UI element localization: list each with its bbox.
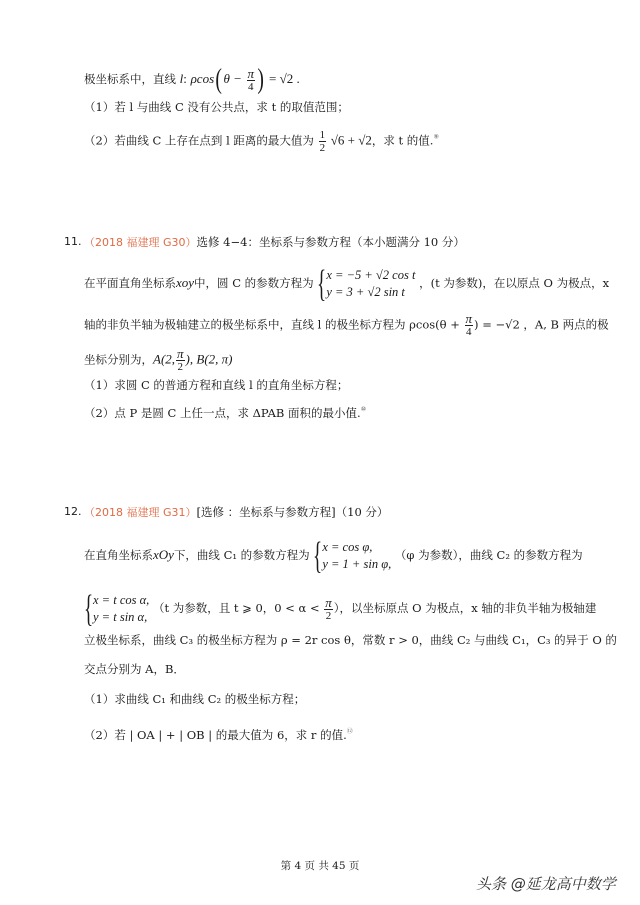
left-brace: {	[317, 263, 327, 305]
polar-line-statement	[84, 66, 300, 94]
equation-y: y = t sin α,	[93, 610, 148, 624]
frac-num: π	[247, 65, 255, 81]
problem-12-question-1: （1）求曲线 C₁ 和曲线 C₂ 的极坐标方程；	[84, 692, 306, 706]
text: ) = −√2 ，A, B 两点的极	[474, 317, 609, 332]
problem-source: （2018 福建理 G30）	[84, 236, 197, 249]
math-l: l	[179, 71, 184, 86]
text: 轴的非负半轴为极轴建立的极坐标系中，直线 l 的极坐标方程为 ρcos(θ +	[84, 317, 460, 332]
problem-11-line-2	[84, 313, 609, 338]
footnote-marker: ⑫	[346, 728, 353, 735]
problem-11-question-2	[84, 402, 366, 421]
problem-11-header	[84, 234, 465, 251]
left-brace: {	[84, 588, 94, 630]
problem-number: 11.	[64, 235, 82, 248]
math-rhs: = √2 .	[269, 71, 300, 86]
fraction-pi-over-4	[247, 65, 256, 93]
question-2	[84, 129, 439, 154]
footnote-marker: ⑨	[433, 133, 439, 141]
frac-num: π	[177, 346, 184, 361]
frac-den: 2	[177, 361, 184, 373]
problem-12-line-1	[84, 535, 583, 577]
problem-12-line-3: 立极坐标系，曲线 C₃ 的极坐标方程为 ρ = 2r cos θ，常数 r > 0，曲线 C₂ 与曲线 C₁，C₃ 的异于 O 的	[84, 633, 617, 647]
frac-den: 4	[466, 326, 472, 338]
parametric-system-c1	[313, 535, 392, 577]
math-point-b: ), B(2, π)	[185, 351, 233, 367]
page-footer: 第 4 页 共 45 页	[280, 860, 360, 872]
problem-12-question-2	[84, 724, 353, 743]
right-paren: )	[257, 64, 264, 95]
fraction-pi-over-2	[324, 594, 333, 622]
frac-num: π	[465, 311, 473, 326]
text: 下，曲线 C₁ 的参数方程为	[173, 548, 310, 562]
text: （2）若 | OA | + | OB | 的最大值为 6，求 r 的值.	[84, 728, 347, 742]
math-sqrt-sum: √6 + √2	[330, 132, 372, 148]
frac-den: 4	[248, 80, 254, 93]
text: （2）点 P 是圆 C 上任一点，求 ΔPAB 面积的最小值.	[84, 406, 361, 420]
math-xOy: xOy	[153, 547, 174, 562]
fraction-pi-over-4	[465, 313, 474, 338]
watermark: 头条 @延龙高中数学	[476, 875, 616, 893]
question-1: （1）若 l 与曲线 C 没有公共点，求 t 的取值范围；	[84, 100, 349, 114]
text: （φ 为参数），曲线 C₂ 的参数方程为	[394, 548, 583, 562]
left-brace: {	[313, 535, 323, 577]
parametric-system	[317, 263, 416, 305]
text: ），以坐标原点 O 为极点，x 轴的非负半轴为极轴建	[333, 601, 597, 615]
fraction-pi-over-2	[176, 348, 185, 373]
math-colon: :	[183, 71, 187, 86]
equation-x: x = t cos α,	[93, 593, 150, 607]
problem-number: 12.	[64, 505, 82, 518]
problem-11-question-1: （1）求圆 C 的普通方程和直线 l 的直角坐标方程；	[84, 378, 349, 392]
q2-text: （2）若曲线 C 上存在点到 l 距离的最大值为	[84, 133, 314, 148]
problem-12-header	[84, 504, 388, 521]
math-point-a: A(2,	[153, 351, 176, 367]
frac-num: π	[325, 594, 332, 610]
problem-source: （2018 福建理 G31）	[84, 506, 197, 519]
problem-12-line-2	[84, 588, 597, 630]
footnote-marker: ⑩	[360, 406, 367, 413]
math-rho-cos: ρcos	[190, 71, 215, 86]
equation-y: y = 1 + sin φ,	[322, 557, 392, 571]
equation-y: y = 3 + √2 sin t	[326, 285, 405, 299]
text: 在平面直角坐标系	[84, 276, 176, 290]
problem-11-line-3	[84, 348, 233, 373]
math-xoy: xoy	[176, 275, 195, 290]
problem-heading: 选修 4−4：坐标系与参数方程（本小题满分 10 分）	[196, 235, 465, 249]
q2-suffix: ，求 t 的值.	[371, 133, 434, 148]
left-paren: (	[215, 64, 223, 95]
text: 在直角坐标系	[84, 548, 153, 562]
frac-den: 2	[319, 142, 326, 154]
problem-heading: [选修 ：坐标系与参数方程]（10 分）	[196, 505, 389, 519]
equation-x: x = cos φ,	[322, 540, 373, 554]
frac-den: 2	[325, 609, 332, 622]
text: 坐标分别为，	[84, 352, 153, 367]
text: ，(t 为参数)，在以原点 O 为极点，x	[419, 276, 610, 290]
text: （t 为参数，且 t ⩾ 0，0 < α <	[152, 601, 320, 615]
statement-text: 极坐标系中，直线	[84, 72, 176, 86]
problem-12-line-4: 交点分别为 A，B．	[84, 662, 185, 676]
fraction-one-half	[319, 129, 327, 154]
equation-x: x = −5 + √2 cos t	[326, 268, 416, 282]
problem-11-line-1	[84, 263, 610, 305]
text: 中，圆 C 的参数方程为	[194, 276, 314, 290]
frac-num: 1	[319, 129, 326, 141]
math-theta: θ −	[223, 71, 242, 86]
parametric-system-c2	[84, 588, 150, 630]
